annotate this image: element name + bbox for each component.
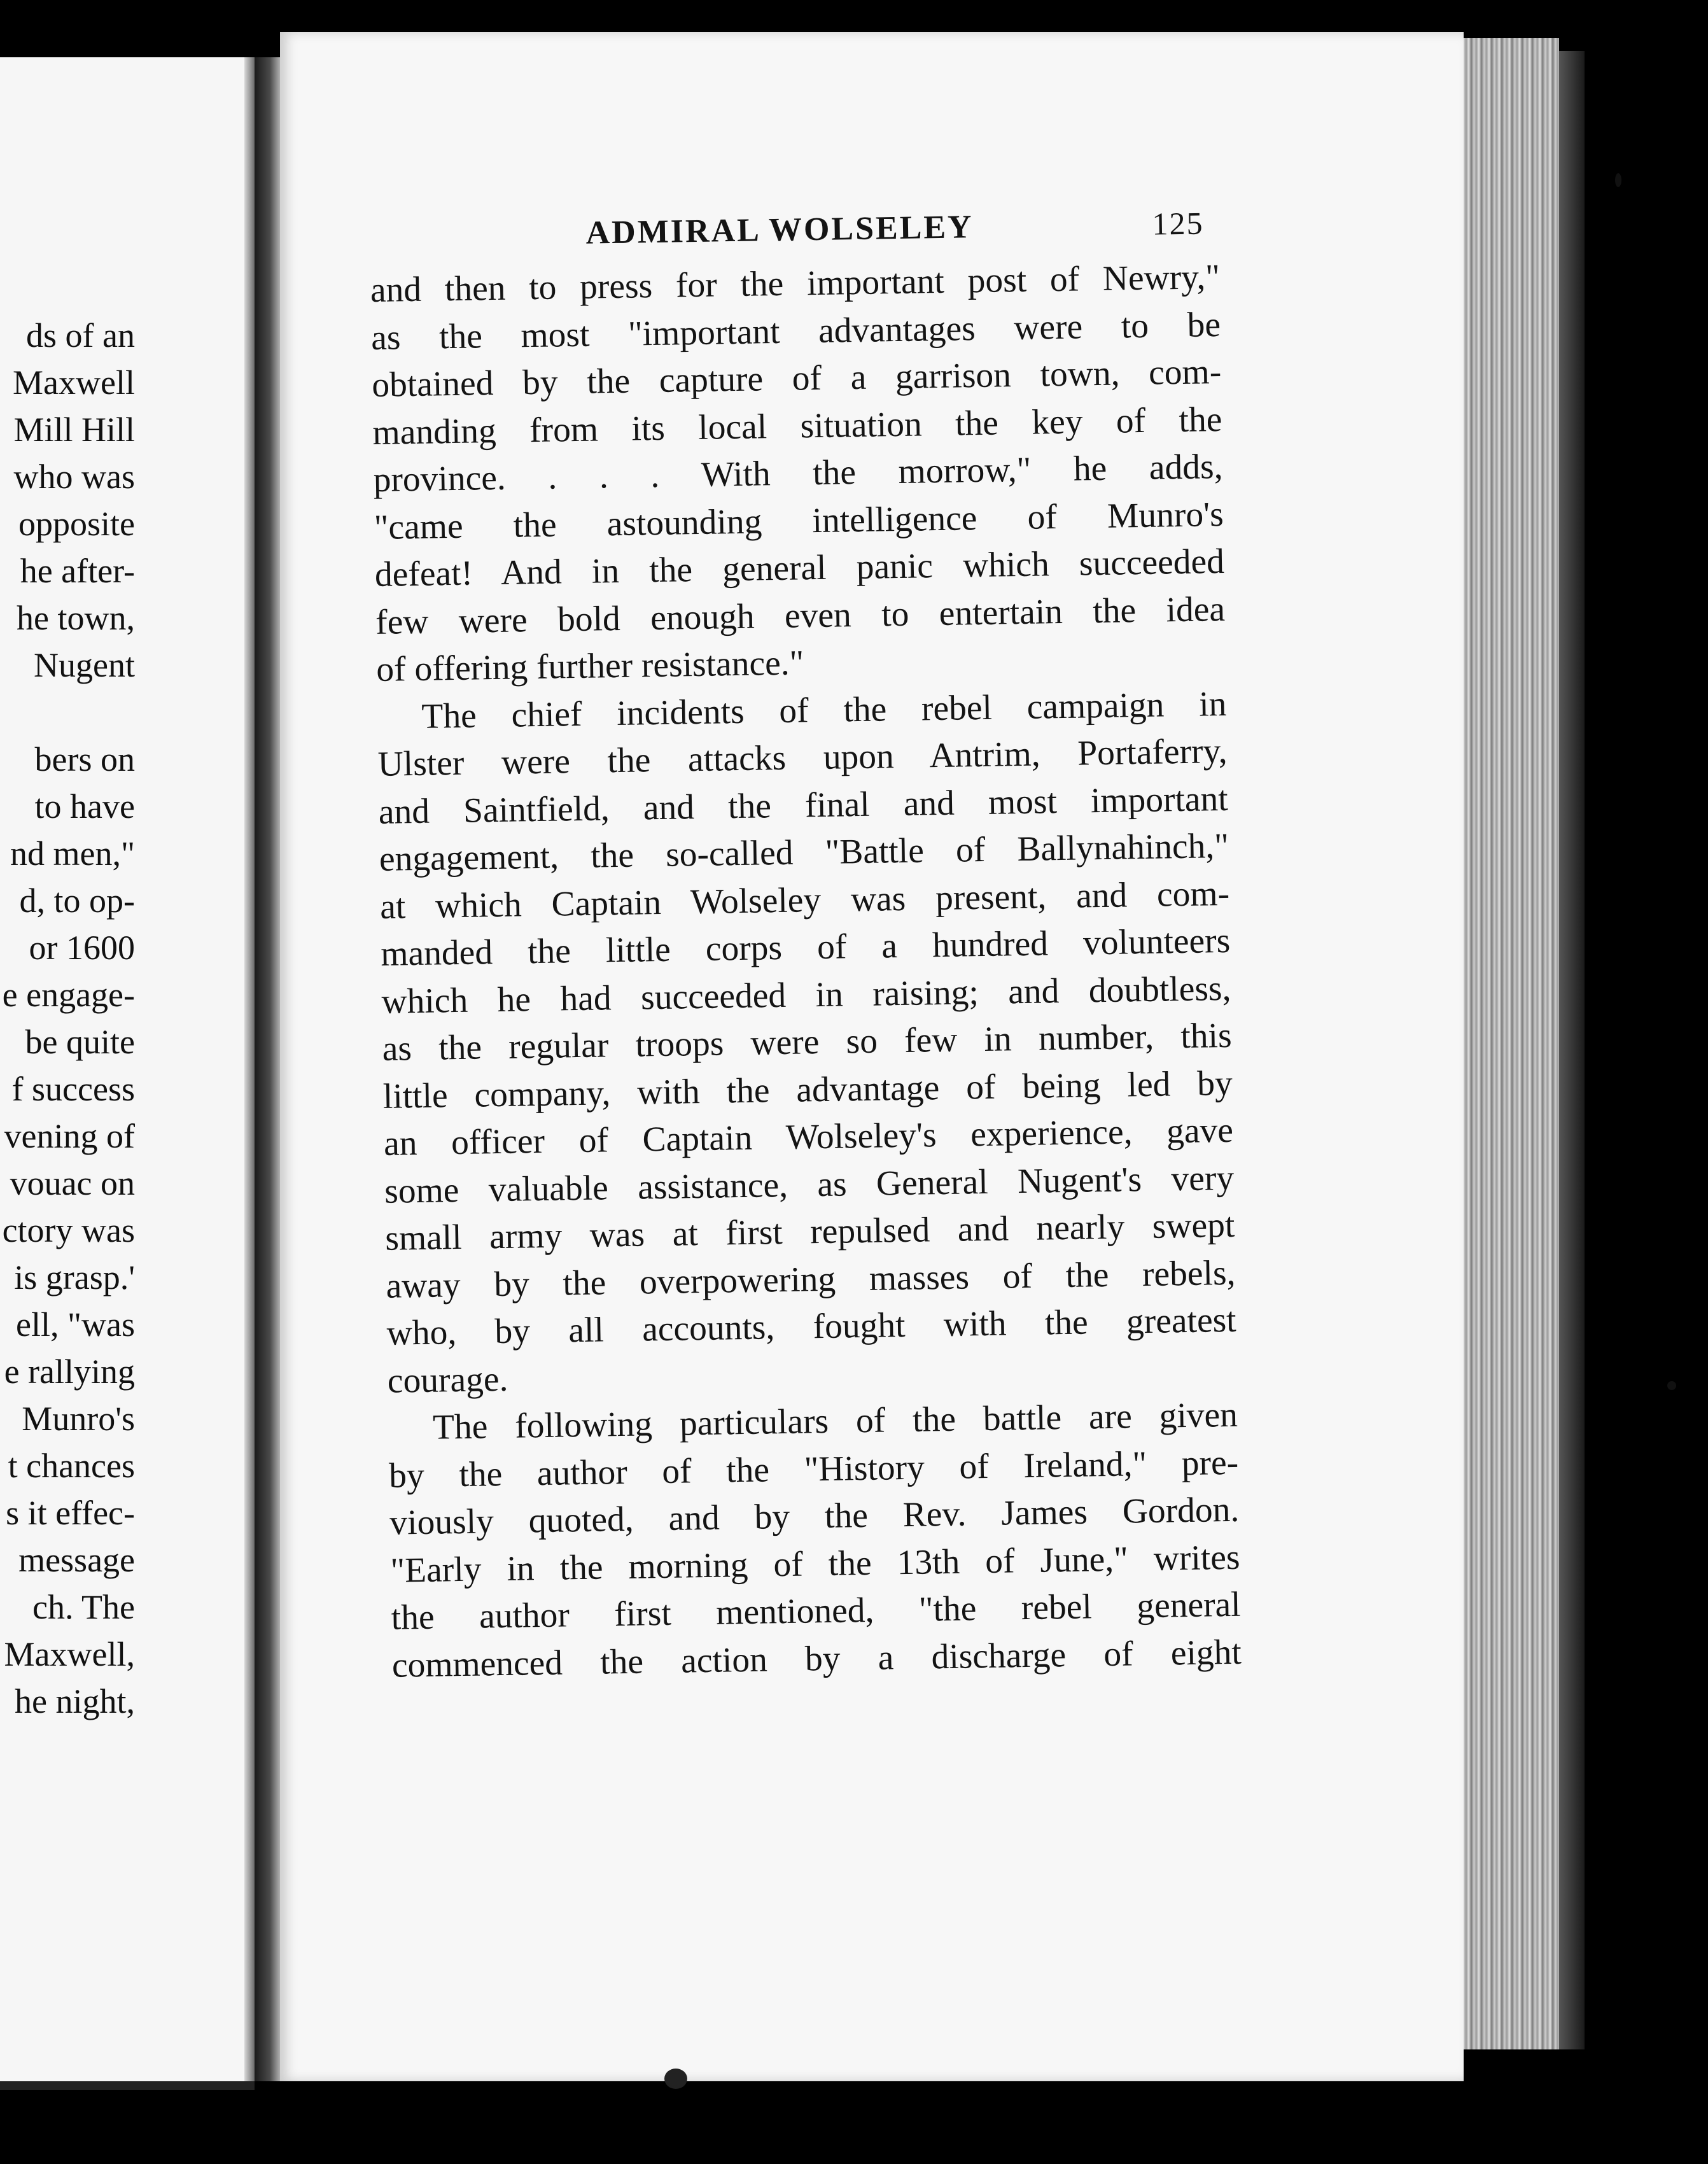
text-line: as the most "important advantages were to be bbox=[370, 305, 1221, 358]
left-page-line: opposite bbox=[18, 505, 135, 543]
text-line: engagement, the so-called "Battle of Ballynahinch," bbox=[379, 826, 1229, 879]
page-text-block bbox=[369, 197, 1242, 1690]
text-line: province. . . . With the morrow," he adds, bbox=[373, 447, 1223, 500]
dust-speck bbox=[664, 2069, 687, 2089]
text-line: of offering further resistance." bbox=[375, 643, 804, 689]
text-line: few were bold enough even to entertain the idea bbox=[375, 589, 1226, 642]
text-line: commenced the action by a discharge of eight bbox=[391, 1633, 1242, 1685]
text-line: The following particulars of the battle are given bbox=[432, 1395, 1238, 1447]
text-line: The chief incidents of the rebel campaign in bbox=[421, 684, 1227, 736]
left-page-line: is grasp.' bbox=[14, 1258, 135, 1296]
left-page-line: or 1600 bbox=[29, 929, 135, 967]
text-line: small army was at first repulsed and nearly swept bbox=[384, 1205, 1235, 1258]
binding-gutter bbox=[255, 57, 280, 2081]
left-page-line: vening of bbox=[4, 1117, 135, 1155]
paragraph bbox=[377, 680, 1237, 1405]
text-line: some valuable assistance, as General Nugent's very bbox=[384, 1158, 1235, 1211]
left-page-line: Munro's bbox=[22, 1400, 135, 1438]
left-page-line: who was bbox=[13, 458, 135, 496]
text-line: away by the overpowering masses of the rebels, bbox=[386, 1253, 1236, 1306]
left-page-line: he night, bbox=[15, 1682, 135, 1720]
left-page-line: ch. The bbox=[32, 1588, 135, 1626]
left-page-line: e engage- bbox=[2, 976, 135, 1014]
text-line: by the author of the "History of Ireland," pre- bbox=[388, 1443, 1239, 1496]
left-page-line: Mill Hill bbox=[13, 411, 135, 449]
paragraph bbox=[370, 254, 1226, 694]
left-page-line: Maxwell, bbox=[4, 1635, 135, 1673]
text-line: Ulster were the attacks upon Antrim, Portaferry, bbox=[377, 731, 1228, 784]
text-line: viously quoted, and by the Rev. James Gordon. bbox=[389, 1490, 1240, 1543]
text-line: which he had succeeded in raising; and doubtless, bbox=[381, 969, 1231, 1022]
left-page-line: d, to op- bbox=[19, 882, 135, 920]
left-page-line: ds of an bbox=[26, 316, 135, 355]
text-line: manded the little corps of a hundred volunteers bbox=[380, 921, 1231, 974]
paragraph bbox=[388, 1392, 1242, 1690]
left-page-line: message bbox=[18, 1541, 135, 1579]
page-edges bbox=[1464, 38, 1559, 2049]
text-line: defeat! And in the general panic which succeeded bbox=[374, 542, 1225, 594]
text-line: little company, with the advantage of being led by bbox=[382, 1064, 1233, 1116]
left-page-line: f success bbox=[11, 1070, 135, 1108]
page-number: 125 bbox=[1152, 205, 1204, 242]
text-line: the author first mentioned, "the rebel general bbox=[391, 1585, 1242, 1638]
left-page-line: s it effec- bbox=[6, 1494, 135, 1532]
running-title: ADMIRAL WOLSELEY bbox=[585, 209, 974, 251]
text-line: manding from its local situation the key of the bbox=[372, 400, 1222, 453]
text-line: as the regular troops were so few in number, this bbox=[382, 1016, 1233, 1069]
left-page-line: to have bbox=[34, 787, 135, 826]
left-page-text bbox=[0, 312, 135, 1725]
left-page-line: he town, bbox=[17, 599, 135, 637]
left-page-line: he after- bbox=[20, 552, 135, 590]
dust-speck bbox=[1615, 173, 1621, 187]
text-line: and Saintfield, and the final and most important bbox=[378, 779, 1229, 832]
book-cover-edge bbox=[1559, 51, 1585, 2049]
text-line: obtained by the capture of a garrison town, com- bbox=[371, 353, 1222, 405]
left-page-line: t chances bbox=[8, 1447, 135, 1485]
left-page-line: bers on bbox=[34, 740, 135, 778]
left-page-line: ctory was bbox=[2, 1211, 135, 1249]
left-page-line: Nugent bbox=[34, 646, 135, 684]
left-page-edge bbox=[244, 57, 255, 2081]
left-page-line: be quite bbox=[25, 1023, 135, 1061]
text-line: and then to press for the important post of Newry," bbox=[370, 258, 1221, 310]
left-page-line: e rallying bbox=[4, 1352, 135, 1391]
body-text bbox=[370, 254, 1242, 1690]
dust-speck bbox=[1667, 1381, 1676, 1390]
text-line: who, by all accounts, fought with the greatest bbox=[386, 1300, 1237, 1353]
left-page-line: vouac on bbox=[10, 1164, 135, 1202]
left-page-line: Maxwell bbox=[13, 363, 135, 402]
text-line: an officer of Captain Wolseley's experience, gave bbox=[383, 1111, 1234, 1163]
text-line: at which Captain Wolseley was present, and com- bbox=[379, 874, 1230, 927]
text-line: "came the astounding intelligence of Munro's bbox=[374, 495, 1224, 547]
left-page bbox=[0, 57, 255, 2090]
left-page-line: nd men," bbox=[10, 834, 135, 873]
text-line: courage. bbox=[387, 1360, 508, 1401]
left-page-line: ell, "was bbox=[16, 1305, 135, 1344]
text-line: "Early in the morning of the 13th of June," writes bbox=[390, 1538, 1240, 1591]
